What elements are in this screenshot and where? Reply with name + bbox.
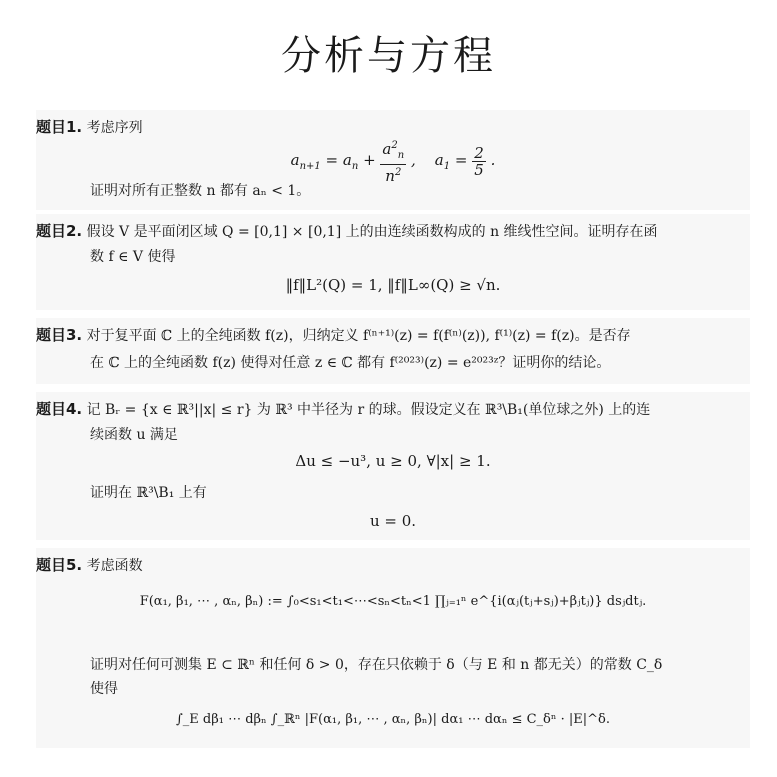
page-title: 分析与方程	[281, 33, 496, 79]
problem-label: 题目1.	[36, 118, 83, 136]
problem-4-formula: Δu ≤ −u³, u ≥ 0, ∀|x| ≥ 1.	[295, 452, 491, 470]
problem-text: 证明在 ℝ³\B₁ 上有	[90, 485, 207, 501]
problem-5-formula: F(α₁, β₁, ⋯ , αₙ, βₙ) := ∫₀<s₁<t₁<⋯<sₙ<tₙ<1 ∏ⱼ₌₁ⁿ e^{i(αⱼ(tⱼ+sⱼ)+βⱼtⱼ)} dsⱼdtⱼ.	[139, 594, 647, 609]
problem-1	[36, 110, 750, 210]
problem-4-formula-2: u = 0.	[369, 512, 417, 530]
problem-text: 对于复平面 ℂ 上的全纯函数 f(z)，归纳定义 f⁽ⁿ⁺¹⁾(z) = f(f⁽ⁿ⁾(z)), f⁽¹⁾(z) = f(z)。是否存	[86, 328, 631, 344]
problem-5	[36, 548, 750, 748]
problem-1-formula: $a_{n+1} = a_n$ + $\frac{a^2_n}{n^2}$ , $a_1$ = $\frac{2}{5}$ .	[290, 140, 496, 185]
problem-text: 考虑函数	[86, 558, 143, 574]
problem-2	[36, 214, 750, 310]
problem-5-formula-2: ∫_E dβ₁ ⋯ dβₙ ∫_ℝⁿ |F(α₁, β₁, ⋯ , αₙ, βₙ)| dα₁ ⋯ dαₙ ≤ C_δⁿ · |E|^δ.	[176, 712, 610, 727]
problem-text: 假设 V 是平面闭区域 Q = [0,1] × [0,1] 上的由连续函数构成的 n 维线性空间。证明存在函	[86, 224, 658, 240]
problem-text: 记 Bᵣ = {x ∈ ℝ³||x| ≤ r} 为 ℝ³ 中半径为 r 的球。假设定义在 ℝ³\B₁(单位球之外) 上的连	[86, 402, 651, 418]
problem-text: 证明对所有正整数 n 都有 aₙ < 1。	[90, 183, 311, 199]
problem-text: 数 f ∈ V 使得	[90, 249, 176, 265]
problem-text: 在 ℂ 上的全纯函数 f(z) 使得对任意 z ∈ ℂ 都有 f⁽²⁰²³⁾(z) = e²⁰²³ᶻ？证明你的结论。	[90, 355, 611, 371]
problem-text: 证明对任何可测集 E ⊂ ℝⁿ 和任何 δ > 0，存在只依赖于 δ（与 E 和 n 都无关）的常数 C_δ	[90, 657, 663, 673]
problem-label: 题目5.	[36, 556, 83, 574]
problem-4	[36, 392, 750, 540]
problem-3	[36, 318, 750, 384]
problem-label: 题目4.	[36, 400, 83, 418]
problem-text: 续函数 u 满足	[90, 427, 178, 443]
problem-text: 使得	[90, 681, 118, 697]
problem-label: 题目3.	[36, 326, 83, 344]
problem-label: 题目2.	[36, 222, 83, 240]
problem-text: 考虑序列	[86, 120, 143, 136]
problem-2-formula: ‖f‖L²(Q) = 1, ‖f‖L∞(Q) ≥ √n.	[285, 276, 501, 294]
